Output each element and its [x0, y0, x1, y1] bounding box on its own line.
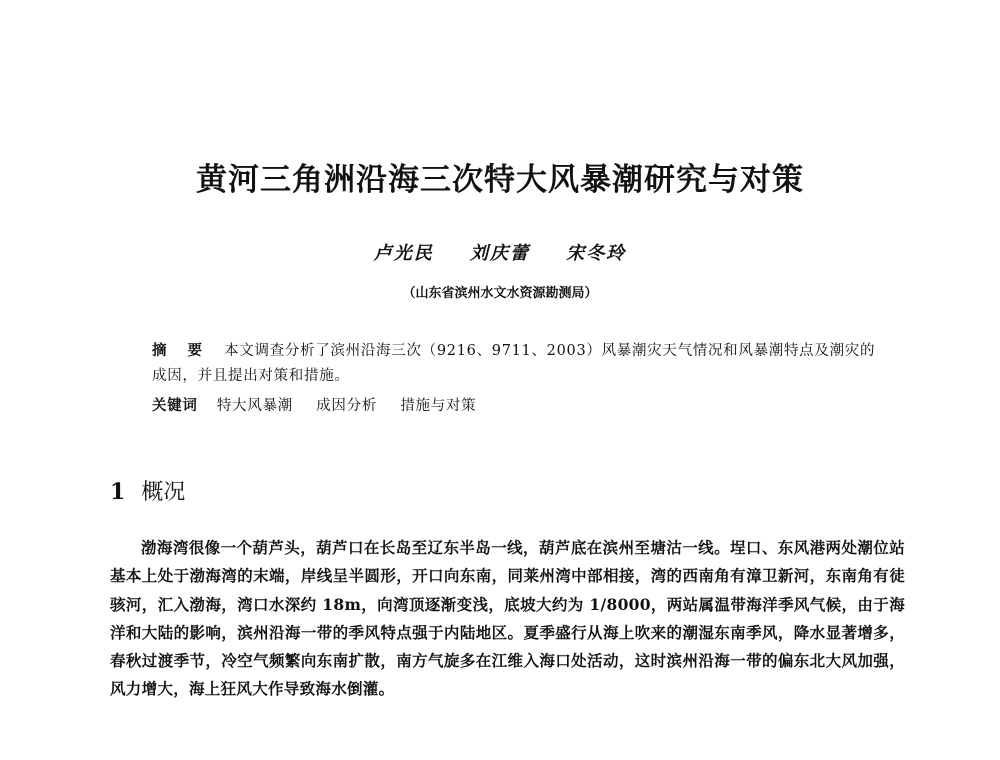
author-name: 刘庆蕾	[470, 243, 530, 264]
abstract	[152, 339, 882, 389]
paper-title: 黄河三角洲沿海三次特大风暴潮研究与对策	[196, 162, 804, 198]
keyword: 成因分析	[316, 398, 378, 414]
author-name: 宋冬玲	[566, 243, 627, 264]
keywords	[152, 394, 882, 419]
keyword: 措施与对策	[400, 398, 477, 414]
author-affiliation: （山东省滨州水文水资源勘测局）	[402, 286, 598, 301]
author-list	[0, 240, 1000, 268]
keyword: 特大风暴潮	[216, 398, 293, 414]
abstract-text: 本文调查分析了滨州沿海三次（9216、9711、2003）风暴潮灾天气情况和风暴潮特点及潮灾的成因，并且提出对策和措施。	[152, 343, 876, 384]
section-title: 概况	[141, 480, 186, 505]
abstract-label: 摘 要	[152, 343, 211, 359]
section-body-paragraph: 渤海湾很像一个葫芦头，葫芦口在长岛至辽东半岛一线，葫芦底在滨州至塘沽一线。埕口、东风港两处潮位站基本上处于渤海湾的末端，岸线呈半圆形，开口向东南，同莱州湾中部相接，湾的西南角有漳卫新河，东南角有徒骇河，汇入渤海，湾口水深约 18m，向湾顶逐渐变浅，底坡大约为 1/8000，两站属温带海洋季风气候，由于海洋和大陆的影响，滨州沿海一带的季风特点强于内陆地区。夏季盛行从海上吹来的潮湿东南季风，降水显著增多，春秋过渡季节，冷空气频繁向东南扩散，南方气旋多在江维入海口处活动，这时滨州沿海一带的偏东北大风加强，风力增大，海上狂风大作导致海水倒灌。	[110, 538, 905, 699]
keywords-label: 关键词	[152, 398, 198, 414]
author-name: 卢光民	[373, 243, 434, 264]
section-number: 1	[110, 479, 126, 505]
section-heading	[110, 477, 185, 508]
